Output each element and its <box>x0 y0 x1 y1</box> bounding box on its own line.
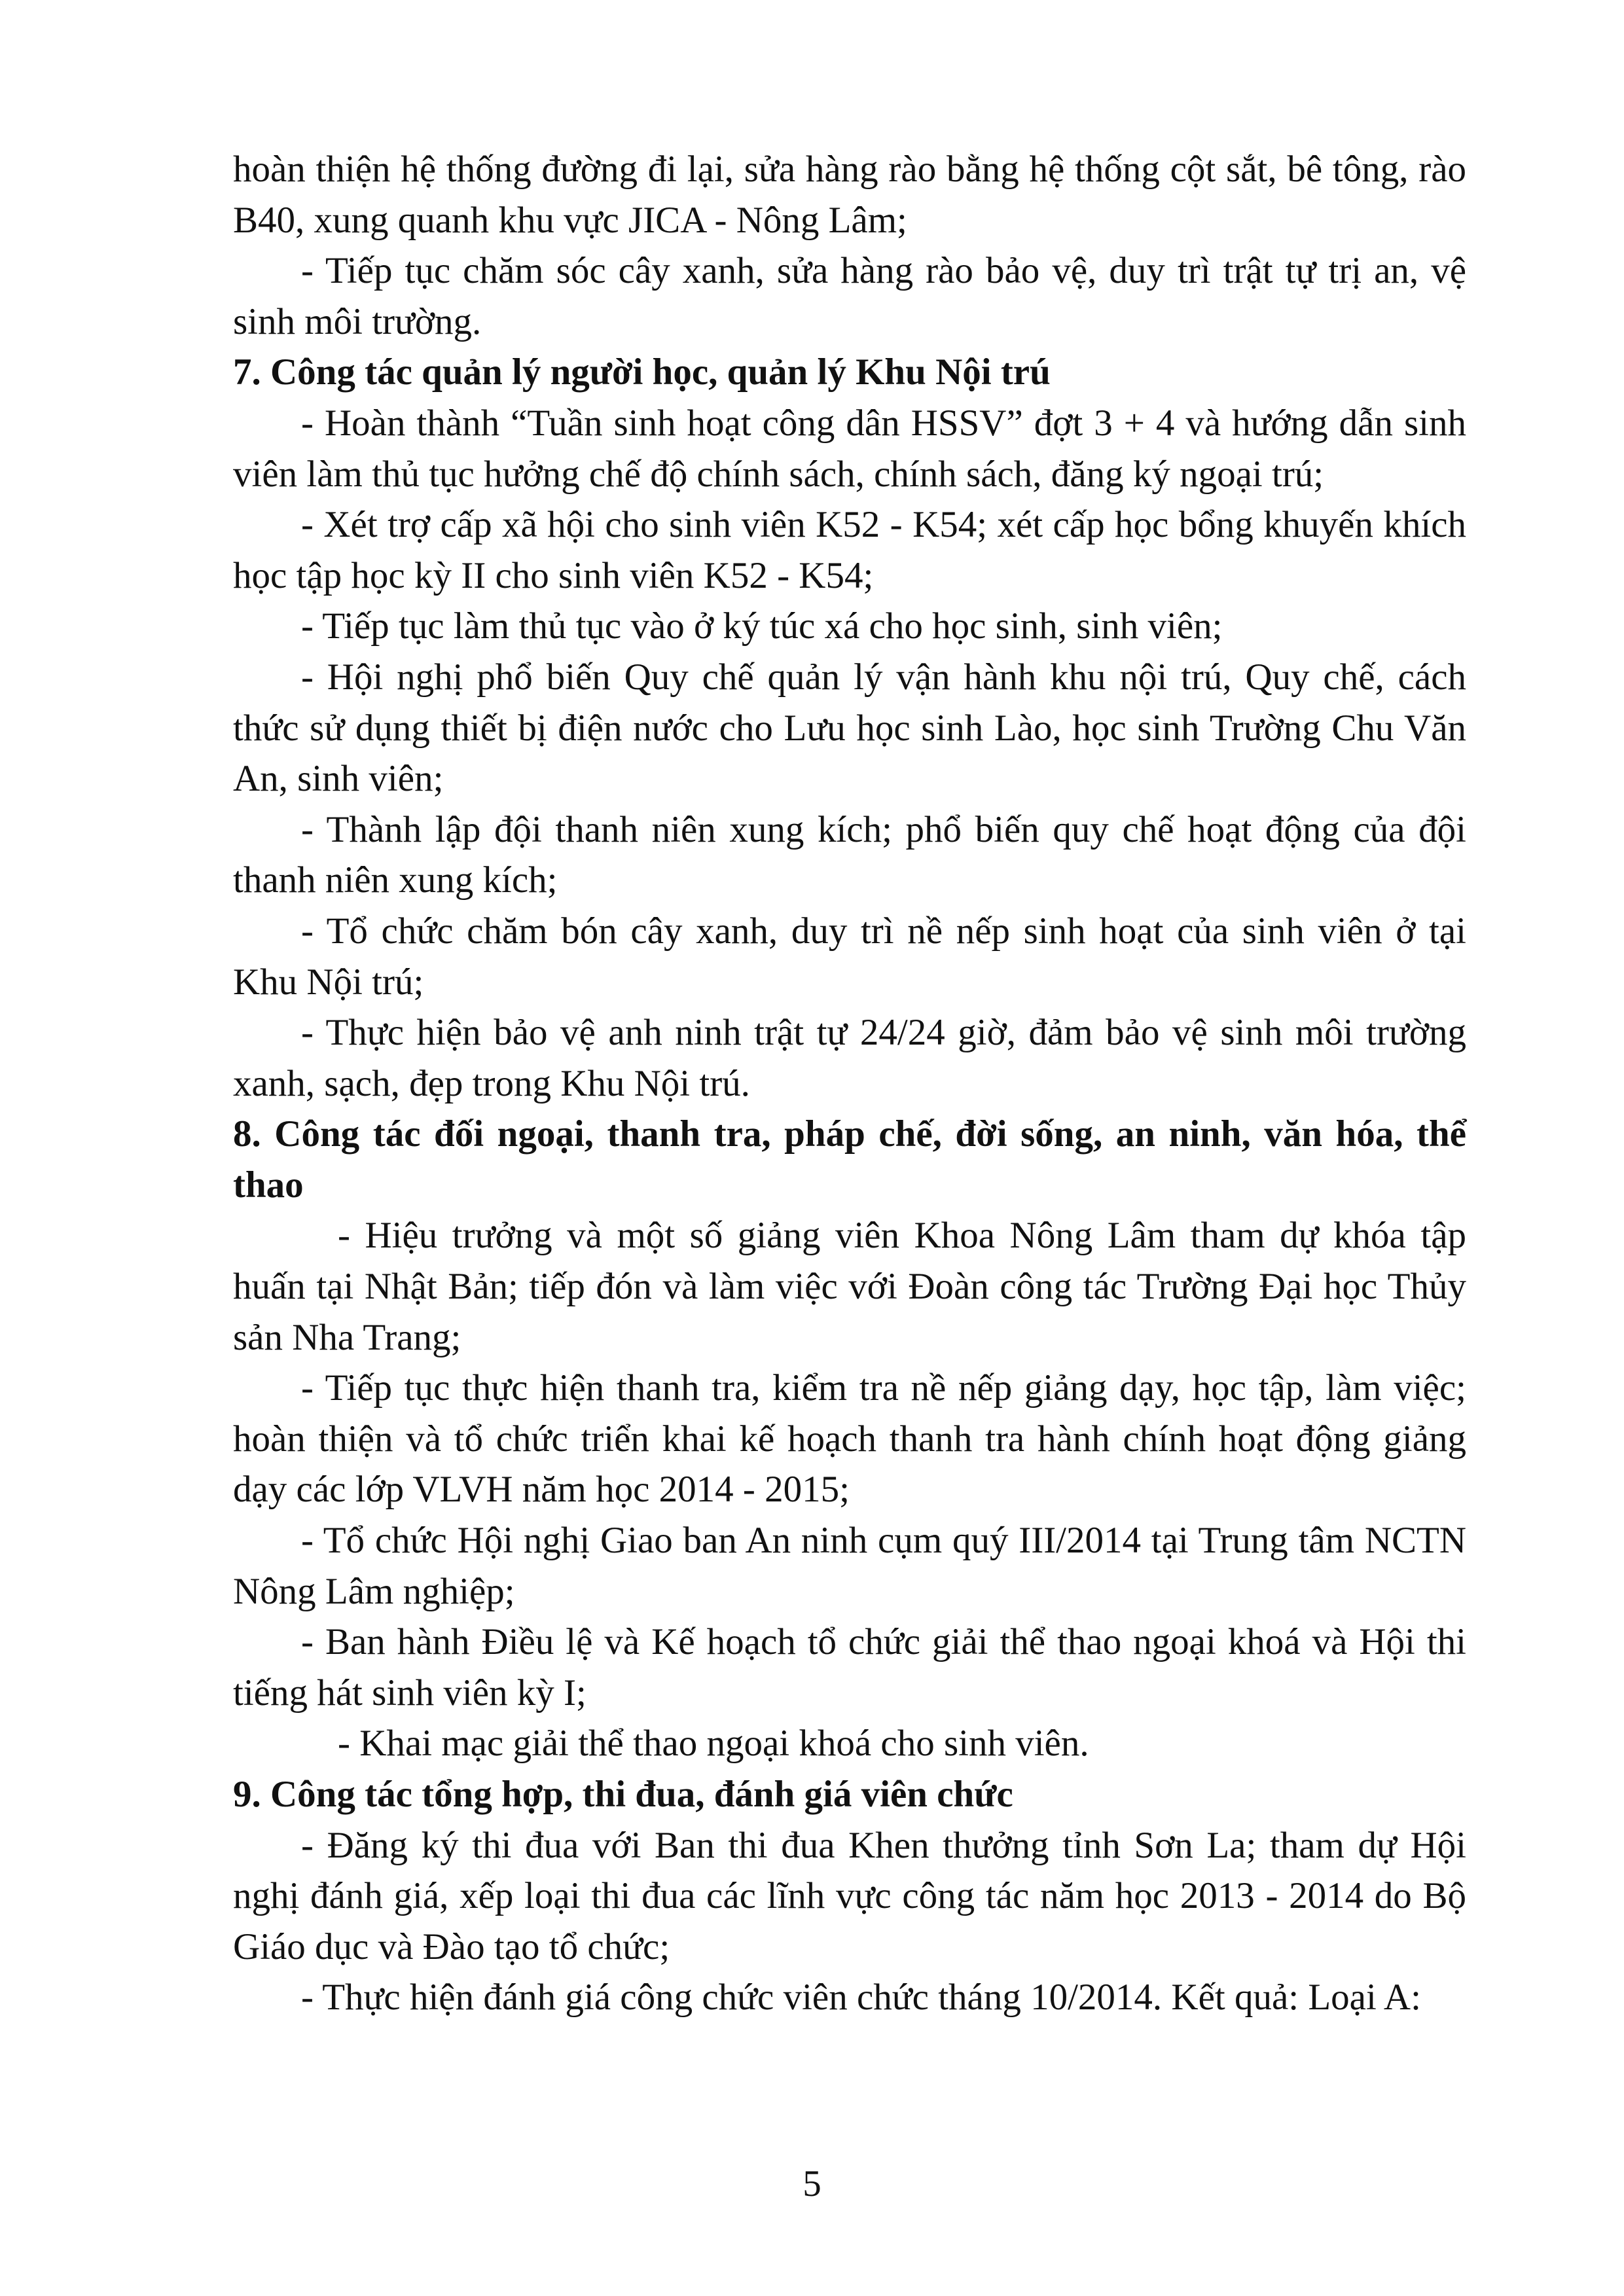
bullet-paragraph: - Tiếp tục chăm sóc cây xanh, sửa hàng rào bảo vệ, duy trì trật tự trị an, vệ sinh môi trường. <box>233 250 1466 342</box>
document-body <box>233 144 1466 2023</box>
bullet-paragraph: - Hội nghị phổ biến Quy chế quản lý vận hành khu nội trú, Quy chế, cách thức sử dụng thiết bị điện nước cho Lưu học sinh Lào, học sinh Trường Chu Văn An, sinh viên; <box>233 656 1466 800</box>
section-heading-8: 8. Công tác đối ngoại, thanh tra, pháp chế, đời sống, an ninh, văn hóa, thể thao <box>233 1113 1466 1206</box>
bullet-paragraph: - Tiếp tục làm thủ tục vào ở ký túc xá cho học sinh, sinh viên; <box>301 605 1223 647</box>
bullet-paragraph: - Tổ chức Hội nghị Giao ban An ninh cụm quý III/2014 tại Trung tâm NCTN Nông Lâm nghiệp; <box>233 1520 1466 1612</box>
bullet-paragraph: - Ban hành Điều lệ và Kế hoạch tổ chức giải thể thao ngoại khoá và Hội thi tiếng hát sinh viên kỳ I; <box>233 1621 1466 1713</box>
paragraph-continued: hoàn thiện hệ thống đường đi lại, sửa hàng rào bằng hệ thống cột sắt, bê tông, rào B40, xung quanh khu vực JICA - Nông Lâm; <box>233 149 1466 241</box>
bullet-paragraph: - Tổ chức chăm bón cây xanh, duy trì nề nếp sinh hoạt của sinh viên ở tại Khu Nội trú; <box>233 910 1466 1003</box>
bullet-paragraph: - Xét trợ cấp xã hội cho sinh viên K52 - K54; xét cấp học bổng khuyến khích học tập học kỳ II cho sinh viên K52 - K54; <box>233 504 1466 596</box>
bullet-paragraph: - Thực hiện bảo vệ anh ninh trật tự 24/24 giờ, đảm bảo vệ sinh môi trường xanh, sạch, đẹp trong Khu Nội trú. <box>233 1012 1466 1104</box>
section-heading-9: 9. Công tác tổng hợp, thi đua, đánh giá viên chức <box>233 1774 1013 1815</box>
bullet-paragraph: - Thành lập đội thanh niên xung kích; phổ biến quy chế hoạt động của đội thanh niên xung kích; <box>233 808 1466 901</box>
bullet-paragraph: - Hiệu trưởng và một số giảng viên Khoa Nông Lâm tham dự khóa tập huấn tại Nhật Bản; tiếp đón và làm việc với Đoàn công tác Trường Đại học Thủy sản Nha Trang; <box>233 1215 1466 1358</box>
bullet-paragraph: - Thực hiện đánh giá công chức viên chức tháng 10/2014. Kết quả: Loại A: <box>301 1977 1421 2018</box>
bullet-paragraph: - Tiếp tục thực hiện thanh tra, kiểm tra nề nếp giảng dạy, học tập, làm việc; hoàn thiện và tổ chức triển khai kế hoạch thanh tra hành chính hoạt động giảng dạy các lớp VLVH năm học 2014 - 2015; <box>233 1367 1466 1511</box>
bullet-paragraph: - Đăng ký thi đua với Ban thi đua Khen thưởng tỉnh Sơn La; tham dự Hội nghị đánh giá, xếp loại thi đua các lĩnh vực công tác năm học 2013 - 2014 do Bộ Giáo dục và Đào tạo tổ chức; <box>233 1824 1466 1967</box>
section-heading-7: 7. Công tác quản lý người học, quản lý Khu Nội trú <box>233 351 1051 393</box>
page-number: 5 <box>803 2163 821 2204</box>
bullet-paragraph: - Hoàn thành “Tuần sinh hoạt công dân HSSV” đợt 3 + 4 và hướng dẫn sinh viên làm thủ tục hưởng chế độ chính sách, chính sách, đăng ký ngoại trú; <box>233 402 1466 495</box>
bullet-paragraph: - Khai mạc giải thể thao ngoại khoá cho sinh viên. <box>338 1723 1089 1765</box>
